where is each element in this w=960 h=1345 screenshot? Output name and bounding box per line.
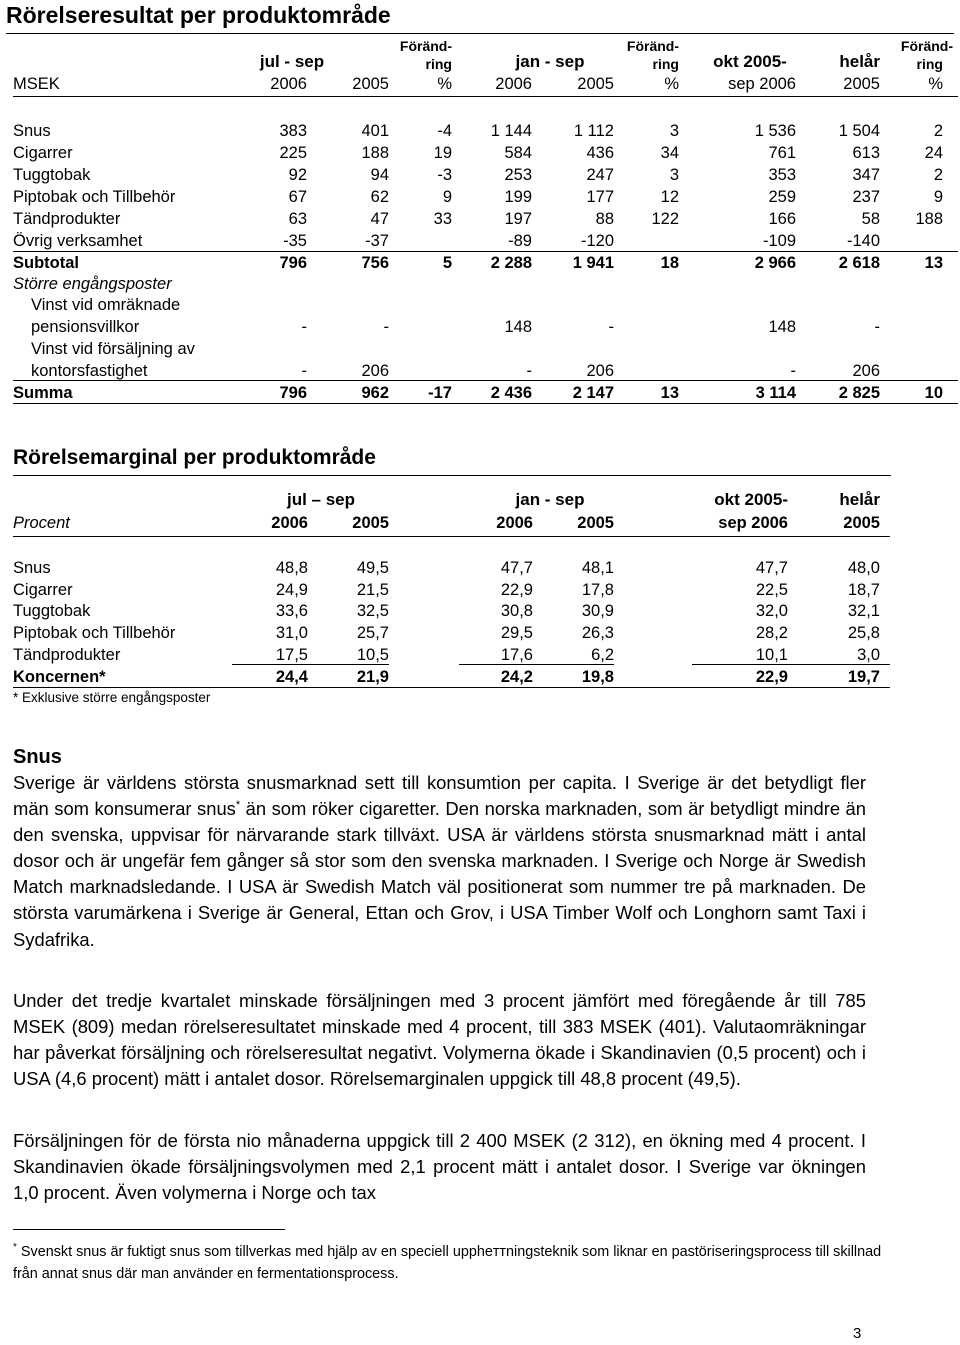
t1-cell: 33 [433,210,452,228]
t1-subhead-5: 2005 [577,75,614,93]
t1-cell: 253 [504,166,532,184]
t1-row [0,120,960,142]
t2-cell: 48,1 [581,559,614,577]
t1-group-okt-sep: okt 2005- [713,52,787,71]
t1-row-label: Piptobak och Tillbehör [13,188,176,206]
t2-cell: 30,9 [581,602,614,620]
t1-cell: 67 [288,188,307,206]
t1-cell: 10 [924,384,943,402]
t1-row-label: Cigarrer [13,144,73,162]
t2-row [0,666,960,688]
t2-header-rule [13,536,890,537]
t1-cell: 383 [279,122,307,140]
t1-cell: -140 [846,232,880,250]
t2-cell: 48,8 [275,559,308,577]
t2-row [0,622,960,644]
t2-group-jan-sep: jan - sep [515,490,585,509]
t2-row-label: Tändprodukter [13,646,121,664]
t1-cell: 436 [586,144,614,162]
footnote-ref: * [235,798,241,811]
t2-row [0,579,960,601]
t2-cell: 19,7 [847,668,880,686]
t1-cell: 94 [370,166,389,184]
t1-row [0,208,960,230]
t2-row [0,644,960,666]
t1-cell: -3 [437,166,452,184]
t1-cell: 13 [924,254,943,272]
t1-row [0,164,960,186]
t2-cell: 47,7 [755,559,788,577]
t2-cell: 32,0 [755,602,788,620]
t1-cell: 13 [660,384,679,402]
t1-subhead-6: % [664,75,679,93]
t1-cell: -120 [580,232,614,250]
t2-row [0,600,960,622]
footnote-mark: * [13,1242,17,1254]
t2-cell: 31,0 [275,624,308,642]
t1-cell: 88 [595,210,614,228]
t1-cell: 401 [361,122,389,140]
t1-cell: 92 [288,166,307,184]
t1-cell: 62 [370,188,389,206]
t2-total-rule-a [232,664,389,665]
t1-row-label: Övrig verksamhet [13,232,143,250]
t1-cell: 1 504 [838,122,880,140]
t2-cell: 33,6 [275,602,308,620]
t1-row [0,382,960,404]
t1-cell: -17 [428,384,452,402]
t2-cell: 22,9 [755,668,788,686]
t2-row-label: Koncernen* [13,668,106,686]
t1-cell: 188 [915,210,943,228]
t1-cell: 197 [504,210,532,228]
t1-cell: 225 [279,144,307,162]
t1-cell: 796 [279,254,307,272]
t1-cell: 206 [852,362,880,380]
t1-row [0,294,960,316]
t2-cell: 49,5 [356,559,389,577]
t1-unit-label: MSEK [13,75,60,93]
t1-cell: - [526,362,532,380]
t1-row [0,252,960,274]
t2-subhead-6: 2005 [843,514,880,532]
t1-cell: 2 618 [838,254,880,272]
t1-row [0,338,960,360]
t1-cell: 2 288 [490,254,532,272]
t1-change-head-1a: Föränd- [399,38,452,54]
t1-cell: 1 112 [573,122,614,140]
t2-cell: 28,2 [755,624,788,642]
t1-row [0,186,960,208]
t2-cell: 17,5 [275,646,308,664]
t1-subhead-1: 2006 [270,75,307,93]
t2-subhead-5: sep 2006 [718,514,788,532]
t2-group-helar: helår [839,490,880,509]
t1-change-head-3a: Föränd- [900,38,953,54]
t2-cell: 26,3 [581,624,614,642]
t1-change-head-2b: ring [652,56,679,72]
paragraph-1-text-b: än som röker cigaretter. Den norska marknaden, som är betydligt mindre än den svenska, uppvisar för närvarande stark tillväxt. USA är världens största snusmarknad mätt i antal dosor och är ungefär fem gånger så stor som den svenska marknaden. I Sverige och Norge är Swedish Match marknadsledande. I USA är Swedish Match väl positionerat som nummer tre på marknaden. De största varumärkena i Sverige är General, Ettan och Grov, i USA Timber Wolf och Longhorn samt Taxi i Sydafrika. [13,798,867,950]
t2-row-label: Tuggtobak [13,602,91,620]
t2-cell: 47,7 [500,559,533,577]
t1-cell: 353 [768,166,796,184]
t1-cell: -4 [437,122,452,140]
t1-cell: 166 [768,210,796,228]
t1-group-helar: helår [839,52,880,71]
t1-cell: 1 144 [490,122,532,140]
table2-title: Rörelsemarginal per produktområde [13,444,891,476]
t1-row-label: Vinst vid omräknade [31,296,181,314]
t2-cell: 21,5 [356,581,389,599]
t1-row-label: kontorsfastighet [31,362,148,380]
t1-row-label: Summa [13,384,73,402]
t1-cell: 613 [852,144,880,162]
t1-cell: 12 [660,188,679,206]
t1-cell: - [790,362,796,380]
t1-cell: 122 [651,210,679,228]
t2-subhead-4: 2005 [577,514,614,532]
t1-summa-rule-bottom [13,403,958,404]
footnote-text: Svenskt snus är fuktigt snus som tillverkas med hjälp av en speciell uppheттningsteknik som liknar en pastöriseringsprocess till skillnad från annat snus där man använder en fermentationsprocess. [13,1244,882,1282]
t1-summa-rule-top [13,380,958,381]
t1-subtotal-rule [13,251,958,252]
t2-subhead-2: 2005 [352,514,389,532]
t2-subhead-3: 2006 [496,514,533,532]
t1-cell: 34 [660,144,679,162]
t1-cell: 2 825 [838,384,880,402]
t2-cell: 19,8 [581,668,614,686]
t2-cell: 25,7 [356,624,389,642]
t1-cell: 206 [361,362,389,380]
t2-row [0,557,960,579]
paragraph-3: Försäljningen för de första nio månaderna uppgick till 2 400 MSEK (2 312), en ökning med 4 procent. I Skandinavien ökade försäljningsvolymen med 2,1 procent mätt i antalet dosor. I Sverige var ökningen 1,0 procent. Även volymerna i Norge och tax [13,1130,866,1204]
t1-cell: -109 [762,232,796,250]
t2-row-label: Snus [13,559,51,577]
t1-row [0,230,960,252]
t2-cell: 32,1 [847,602,880,620]
t1-row-label: Tuggtobak [13,166,91,184]
t1-cell: 9 [933,188,943,206]
t2-cell: 6,2 [591,646,614,664]
t1-cell: 259 [768,188,796,206]
t1-cell: 18 [660,254,679,272]
t2-cell: 48,0 [847,559,880,577]
t1-cell: 761 [768,144,796,162]
t1-cell: 584 [504,144,532,162]
t2-cell: 10,5 [356,646,389,664]
t2-cell: 24,2 [500,668,533,686]
t2-group-jul-sep: jul – sep [286,490,356,509]
t1-subhead-4: 2006 [495,75,532,93]
t2-cell: 24,9 [275,581,308,599]
t1-cell: 1 536 [754,122,796,140]
t1-cell: 2 966 [754,254,796,272]
t1-cell: - [301,318,307,336]
t1-row-label: Större engångsposter [13,275,172,293]
t1-group-jan-sep: jan - sep [515,52,585,71]
t1-cell: 19 [433,144,452,162]
t1-cell: 47 [370,210,389,228]
t1-cell: 177 [586,188,614,206]
t1-cell: 58 [861,210,880,228]
t1-cell: 756 [361,254,389,272]
t1-change-head-2a: Föränd- [626,38,679,54]
t2-group-okt-sep: okt 2005- [714,490,788,509]
t1-cell: 3 [669,166,679,184]
t1-subhead-7: sep 2006 [728,75,796,93]
t2-cell: 21,9 [356,668,389,686]
t1-row [0,142,960,164]
t1-cell: -37 [365,232,389,250]
t1-cell: 24 [924,144,943,162]
t1-row [0,273,960,295]
t1-cell: 2 436 [490,384,532,402]
t1-subhead-3: % [437,75,452,93]
t2-total-rule-b [459,664,614,665]
t1-cell: - [874,318,880,336]
t1-cell: 5 [442,254,452,272]
t1-cell: - [608,318,614,336]
t1-cell: 206 [586,362,614,380]
t1-cell: 148 [768,318,796,336]
footnote-rule [13,1229,285,1230]
t1-subhead-9: % [928,75,943,93]
t1-change-head-1b: ring [425,56,452,72]
t1-header-rule [13,96,958,97]
t1-row-label: Subtotal [13,254,79,272]
t1-cell: 1 941 [572,254,614,272]
paragraph-1-text-a: Sverige är världens största snusmarknad sett till konsumtion per capita. I Sverige är det betydligt fler män som konsumerar snus [13,772,866,820]
t2-row-label: Piptobak och Tillbehör [13,624,176,642]
t1-cell: 347 [852,166,880,184]
t1-cell: 2 [933,122,943,140]
t1-cell: 796 [279,384,307,402]
t2-row-label: Cigarrer [13,581,73,599]
t2-cell: 17,6 [500,646,533,664]
t1-cell: -35 [283,232,307,250]
t1-cell: 148 [504,318,532,336]
t1-cell: 188 [361,144,389,162]
t2-unit-label: Procent [13,514,70,532]
t2-total-rule-c [692,664,890,665]
t1-group-jul-sep: jul - sep [259,52,325,71]
t2-subhead-1: 2006 [271,514,308,532]
t2-bottom-rule [13,687,890,688]
t1-cell: 237 [852,188,880,206]
t1-cell: 3 [669,122,679,140]
t2-cell: 17,8 [581,581,614,599]
paragraph-1 [13,770,866,953]
t1-cell: 2 [933,166,943,184]
t2-cell: 30,8 [500,602,533,620]
paragraph-2: Under det tredje kvartalet minskade försäljningen med 3 procent jämfört med föregående år till 785 MSEK (809) medan rörelseresultatet minskade med 4 procent, till 383 MSEK (401). Valutaomräkningar har påverkat försäljning och rörelseresultat negativt. Volymerna ökade i Skandinavien (0,5 procent) och i USA (4,6 procent) mätt i antalet dosor. Rörelsemarginalen uppgick till 48,8 procent (49,5). [13,990,866,1090]
t1-cell: 3 114 [755,384,796,402]
t2-cell: 32,5 [356,602,389,620]
t1-row-label: Snus [13,122,51,140]
t1-row-label: Tändprodukter [13,210,121,228]
t1-cell: - [383,318,389,336]
t1-cell: 962 [361,384,389,402]
t1-row [0,316,960,338]
t1-row-label: pensionsvillkor [31,318,140,336]
t1-cell: -89 [508,232,532,250]
t2-cell: 18,7 [847,581,880,599]
t2-cell: 22,9 [500,581,533,599]
t1-cell: 9 [442,188,452,206]
t1-cell: 63 [288,210,307,228]
t2-cell: 3,0 [857,646,880,664]
t2-cell: 29,5 [500,624,533,642]
t1-subhead-2: 2005 [352,75,389,93]
t2-cell: 22,5 [755,581,788,599]
t2-cell: 25,8 [847,624,880,642]
table1-title: Rörelseresultat per produktområde [6,0,954,34]
t1-cell: 2 147 [572,384,614,402]
t2-cell: 24,4 [275,668,308,686]
t1-cell: 247 [586,166,614,184]
t1-row-label: Vinst vid försäljning av [31,340,195,358]
t1-subhead-8: 2005 [843,75,880,93]
section-heading-snus: Snus [13,746,62,768]
t1-row [0,360,960,382]
t1-cell: - [301,362,307,380]
t1-change-head-3b: ring [916,56,943,72]
t2-footnote: * Exklusive större engångsposter [13,690,211,705]
t1-cell: 199 [504,188,532,206]
page-footnote [13,1241,893,1285]
page-number: 3 [853,1325,862,1342]
t2-cell: 10,1 [755,646,788,664]
